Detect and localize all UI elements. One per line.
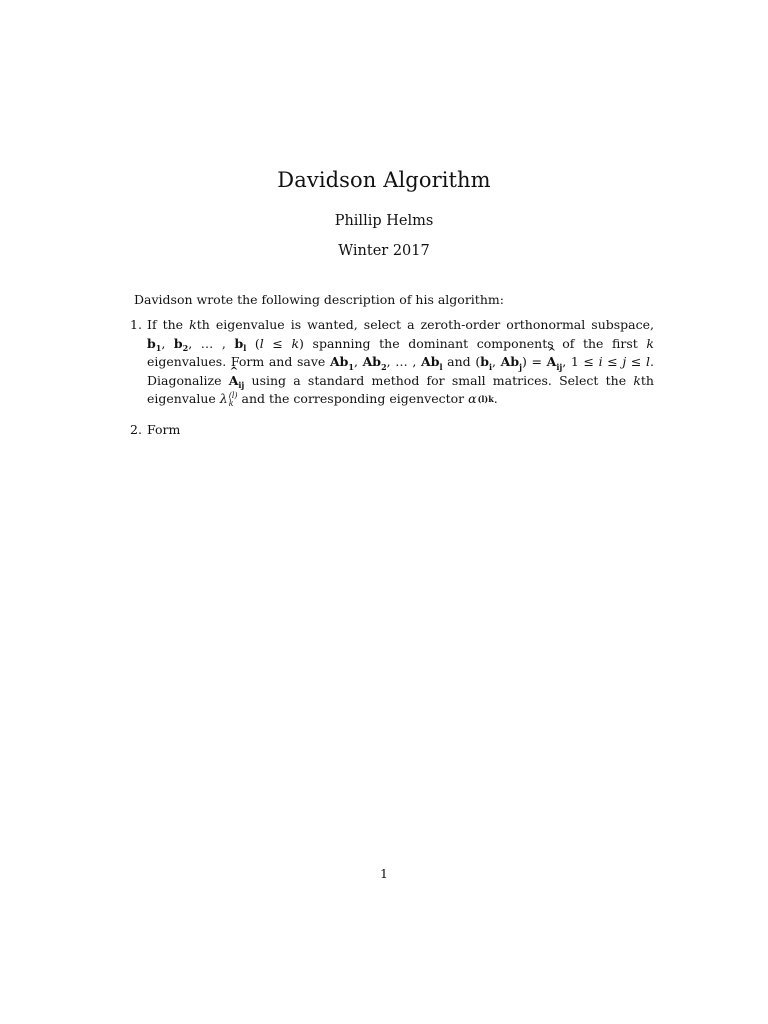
math-vector: Ab [421, 354, 440, 369]
math-var: k [633, 372, 641, 388]
step-text: ) = [521, 354, 547, 369]
step-text: and ( [442, 354, 481, 369]
step-text: , … , [188, 335, 235, 351]
math-operator: ≤ [263, 335, 292, 351]
math-matrix: ^ A [547, 353, 557, 372]
paper-date: Winter 2017 [338, 243, 430, 259]
step-text: th eigenvalue [147, 372, 654, 406]
math-matrix: ^ A [229, 372, 239, 391]
intro-paragraph: Davidson wrote the following description of his algorithm: [134, 292, 504, 307]
math-supsub [478, 395, 494, 404]
math-var: k [291, 335, 300, 351]
math-subscript: k [228, 398, 234, 408]
math-subscript: ij [238, 380, 245, 390]
step-text: using a standard method for small matrices. Select the [244, 372, 634, 388]
math-supsub [229, 392, 238, 408]
list-item [130, 421, 654, 440]
algorithm-steps-list [130, 316, 654, 439]
step-text: and the corresponding eigenvector [237, 391, 469, 406]
math-subscript: 2 [381, 361, 387, 372]
math-subscript: 1 [348, 361, 354, 372]
step-text: , [161, 335, 174, 351]
page-number: 1 [380, 866, 388, 881]
math-vector: Ab [329, 354, 349, 369]
list-item-number: 2. [130, 421, 142, 437]
step-text: ( [246, 335, 260, 351]
list-item-number: 1. [130, 317, 142, 332]
math-var: k [646, 335, 654, 351]
math-alpha: α [468, 391, 477, 406]
step-text: , … , [386, 354, 422, 369]
math-var: l [259, 335, 264, 351]
step-text: th eigenvalue is wanted, select a zeroth-order orthonormal subspace, [196, 317, 654, 332]
math-operator: ≤ [626, 354, 647, 369]
math-vector: b [173, 335, 183, 351]
math-lambda: λ [219, 391, 228, 406]
paper-author: Phillip Helms [334, 213, 434, 229]
step-text: , 1 ≤ [562, 354, 599, 369]
math-subscript: l [439, 361, 443, 372]
step-text: . [493, 391, 498, 406]
math-var: k [189, 317, 197, 332]
step-text: . Diagonalize [147, 354, 655, 388]
math-vector: Ab [362, 354, 382, 369]
math-subscript: k [488, 394, 494, 404]
step-text: Form [147, 421, 181, 437]
math-superscript: (l) [477, 394, 489, 404]
math-operator: ≤ [602, 354, 623, 369]
math-subscript: 1 [155, 343, 162, 353]
math-superscript: (l) [228, 390, 238, 400]
step-text: If the [147, 317, 190, 332]
math-subscript: 2 [182, 343, 189, 353]
step-text: ) spanning the dominant components of the first [299, 335, 647, 351]
step-text: , [353, 354, 363, 369]
math-vector: b [480, 354, 489, 369]
math-vector: b [234, 335, 244, 351]
math-var: i [598, 354, 603, 369]
math-vector: Ab [500, 354, 520, 369]
math-var: j [622, 354, 627, 369]
step-text: eigenvalues. Form and save [147, 354, 330, 369]
list-item [130, 316, 654, 409]
math-subscript: l [243, 343, 247, 353]
paper-title: Davidson Algorithm [277, 168, 491, 192]
step-text: , [492, 354, 501, 369]
math-var: l [646, 354, 651, 369]
math-subscript: j [519, 361, 522, 372]
math-vector: b [147, 335, 156, 351]
math-subscript: ij [556, 361, 563, 372]
math-subscript: i [488, 361, 492, 372]
